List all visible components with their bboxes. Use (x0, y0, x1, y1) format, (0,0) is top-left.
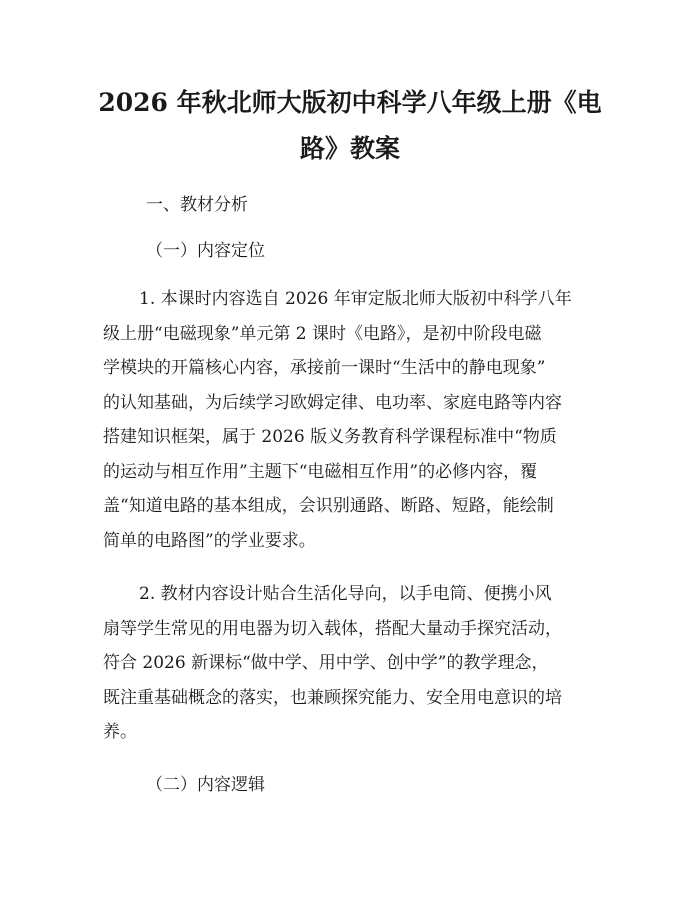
subsection-heading-content-positioning: （一）内容定位 (146, 241, 265, 261)
paragraph-line: 既注重基础概念的落实，也兼顾探究能力、安全用电意识的培 (103, 687, 562, 708)
paragraph-line: 1. 本课时内容选自 2026 年审定版北师大版初中科学八年 (139, 289, 572, 309)
paragraph-line: 级上册“电磁现象”单元第 2 课时《电路》，是初中阶段电磁 (103, 323, 542, 344)
paragraph-content-positioning-1 (103, 289, 600, 565)
paragraph-line: 养。 (103, 722, 137, 742)
document-title-line-1: 2026 年秋北师大版初中科学八年级上册《电 (98, 88, 602, 117)
paragraph-line: 的认知基础，为后续学习欧姆定律、电功率、家庭电路等内容 (103, 392, 562, 413)
paragraph-line: 学模块的开篇核心内容，承接前一课时“生活中的静电现象” (103, 358, 546, 378)
paragraph-line: 搭建知识框架，属于 2026 版义务教育科学课程标准中“物质 (103, 427, 557, 447)
section-heading-materials-analysis: 一、教材分析 (146, 195, 248, 215)
document-title-line-2: 路》教案 (299, 134, 400, 163)
paragraph-line: 简单的电路图”的学业要求。 (103, 530, 316, 551)
paragraph-line: 盖“知道电路的基本组成，会识别通路、断路、短路，能绘制 (103, 496, 554, 516)
paragraph-line: 扇等学生常见的用电器为切入载体，搭配大量动手探究活动， (103, 618, 562, 639)
subsection-heading-content-logic: （二）内容逻辑 (146, 775, 265, 795)
paragraph-line: 2. 教材内容设计贴合生活化导向，以手电筒、便携小风 (139, 584, 552, 604)
paragraph-line: 的运动与相互作用”主题下“电磁相互作用”的必修内容，覆 (103, 461, 538, 482)
paragraph-line: 符合 2026 新课标“做中学、用中学、创中学”的教学理念， (103, 653, 549, 673)
paragraph-content-positioning-2 (103, 584, 600, 757)
